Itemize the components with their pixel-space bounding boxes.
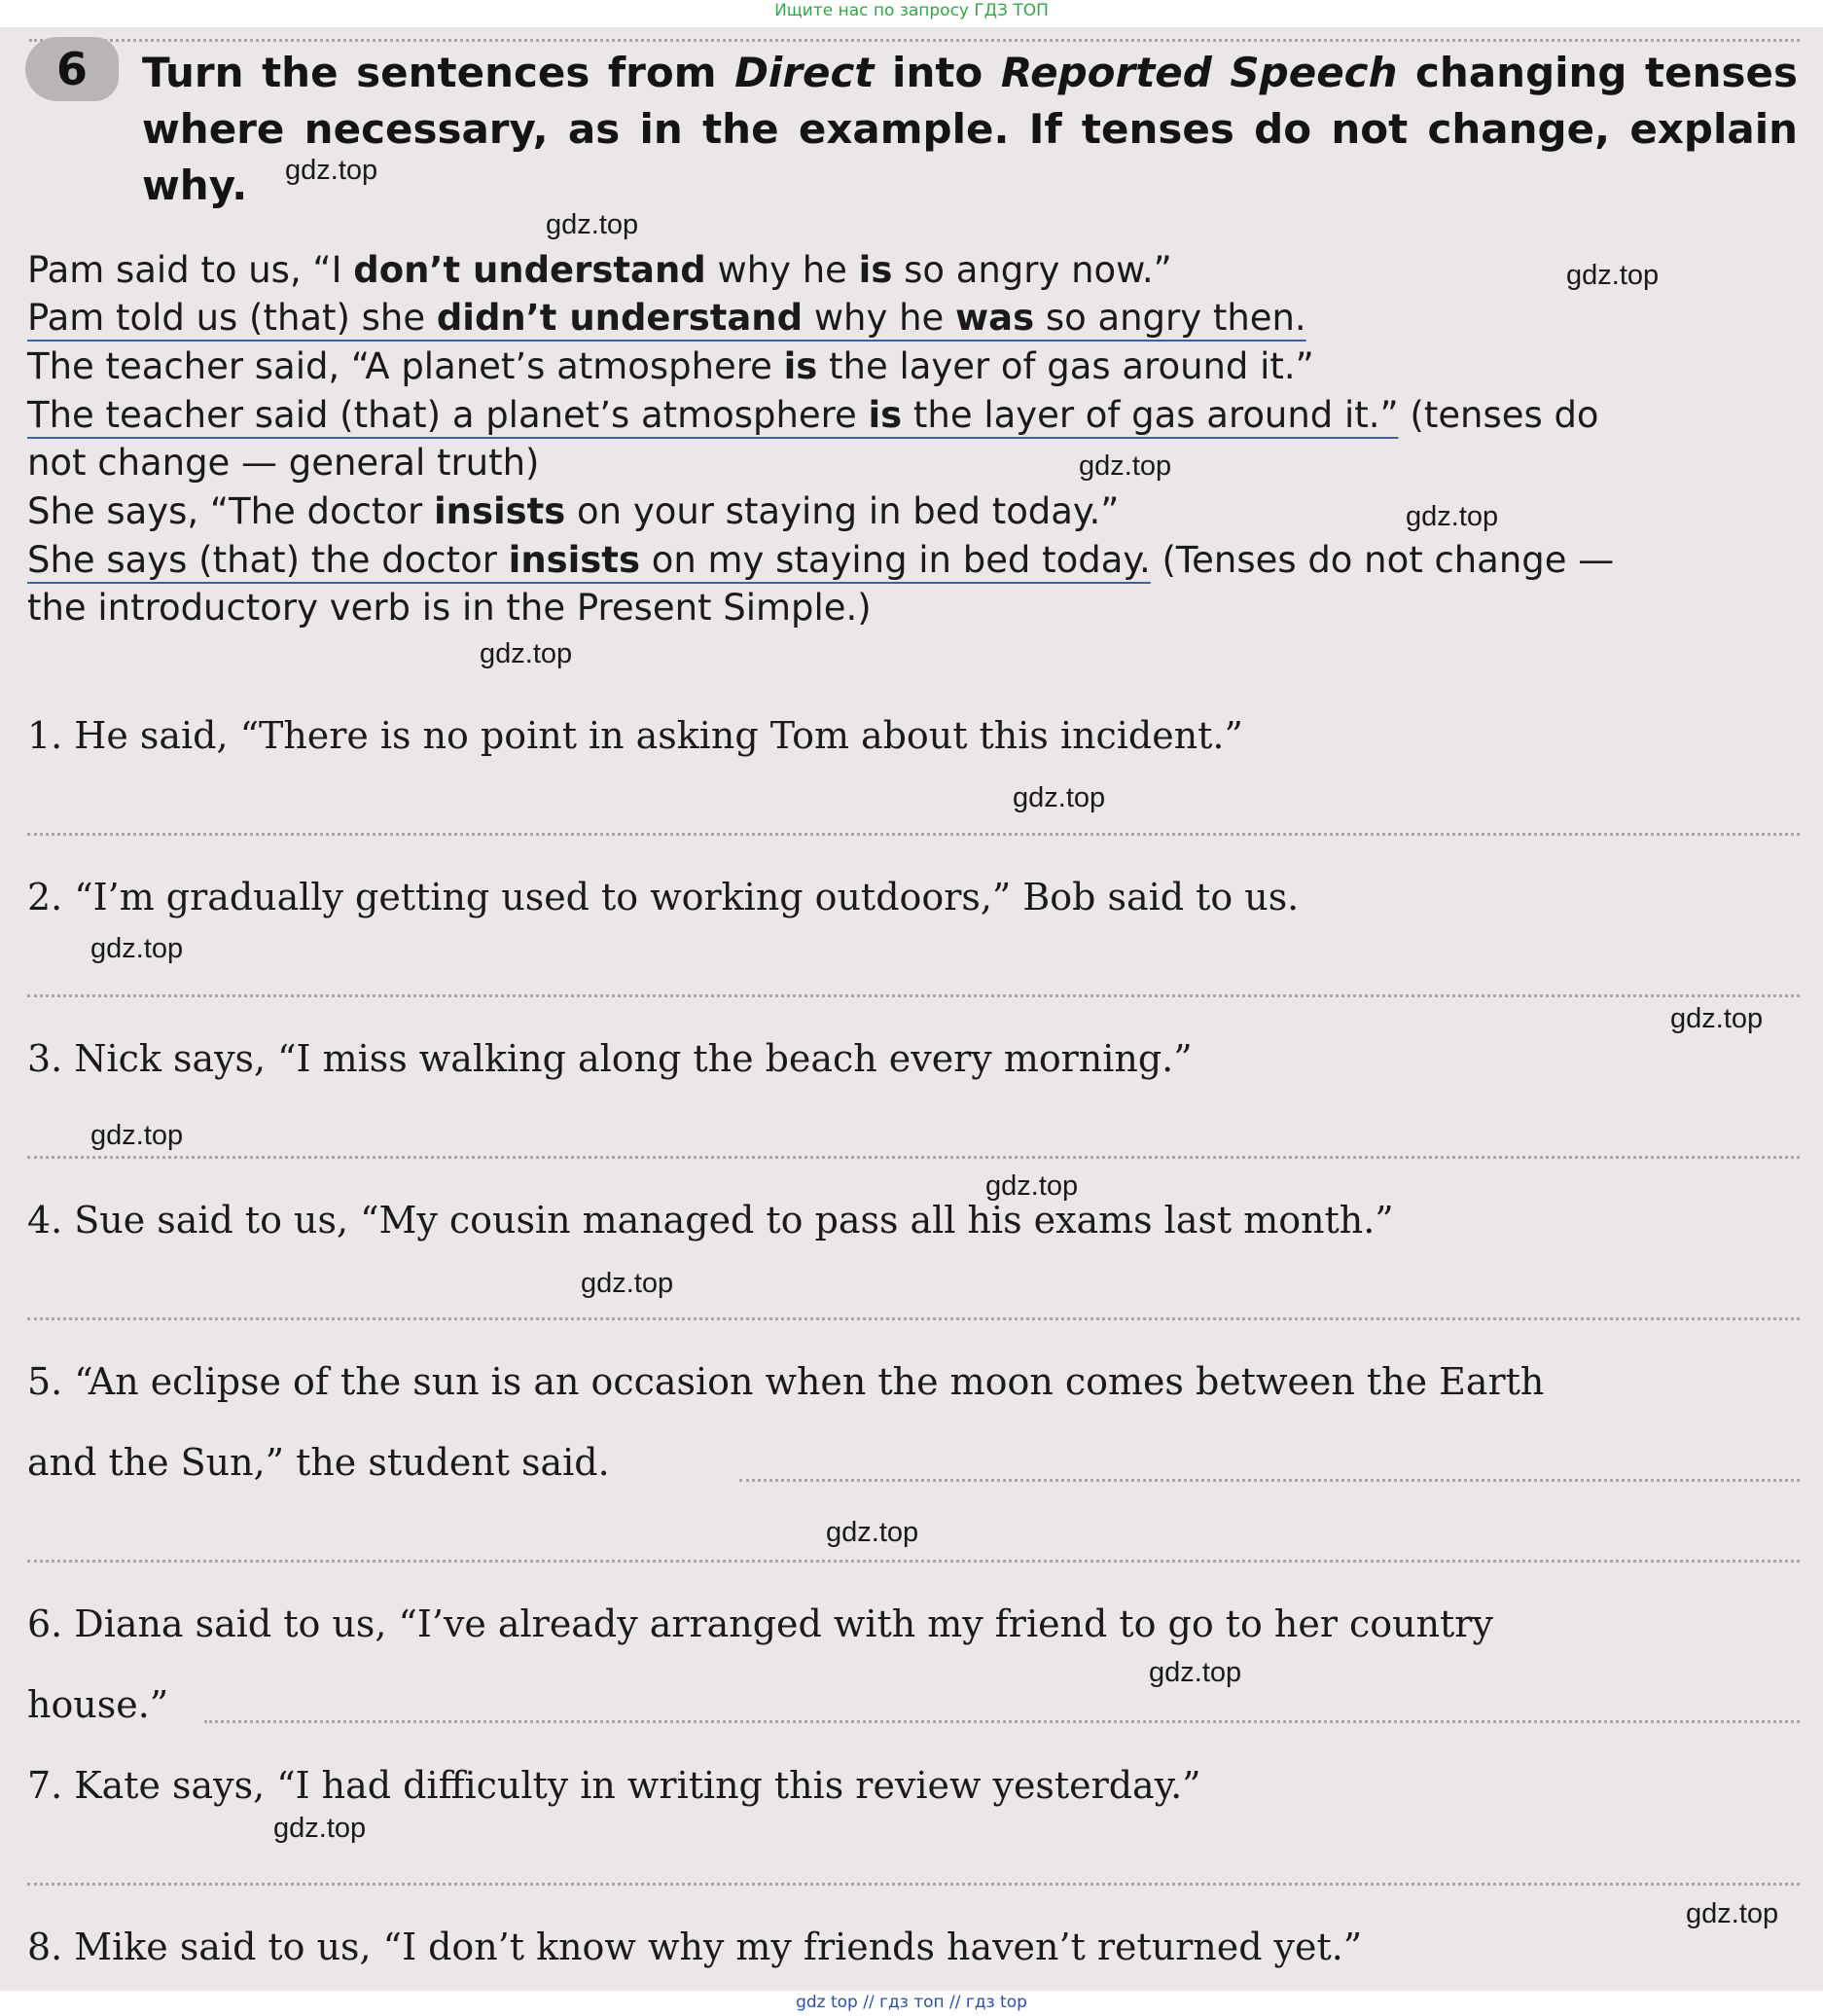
bottom-banner[interactable]: gdz top // гдз топ // гдз top	[796, 1993, 1027, 2012]
watermark: gdz.top	[1079, 450, 1172, 482]
example-direct-1: Pam said to us, “I don’t understand why he is so angry now.”	[27, 249, 1172, 291]
task-6-continued: house.”	[27, 1683, 169, 1726]
example-direct-3: She says, “The doctor insists on your staying in bed today.”	[27, 490, 1120, 532]
answer-line-3[interactable]	[27, 1156, 1800, 1159]
task-8: 8. Mike said to us, “I don’t know why my friends haven’t returned yet.”	[27, 1926, 1363, 1968]
example-reported-1: Pam told us (that) she didn’t understand why he was so angry then.	[27, 295, 1798, 342]
task-7: 7. Kate says, “I had difficulty in writing this review yesterday.”	[27, 1764, 1201, 1807]
watermark: gdz.top	[826, 1517, 919, 1548]
answer-line-5a[interactable]	[739, 1479, 1800, 1482]
answer-line-5b[interactable]	[27, 1560, 1800, 1563]
exercise-instruction	[142, 45, 1798, 214]
task-4: 4. Sue said to us, “My cousin managed to pass all his exams last month.”	[27, 1199, 1394, 1242]
watermark: gdz.top	[273, 1813, 367, 1844]
example-reported-2: The teacher said (that) a planet’s atmosphere is the layer of gas around it.” (tenses do	[27, 392, 1798, 439]
answer-line-7[interactable]	[27, 1883, 1800, 1886]
instruction-text: changing tenses where necessary, as in the example. If tenses do not change, explain why.	[142, 49, 1799, 209]
answer-line-4[interactable]	[27, 1317, 1800, 1320]
instruction-direct: Direct	[734, 49, 875, 96]
watermark: gdz.top	[1670, 1003, 1764, 1034]
answer-line-1[interactable]	[27, 833, 1800, 836]
watermark: gdz.top	[1149, 1657, 1242, 1688]
task-5-continued: and the Sun,” the student said.	[27, 1441, 610, 1484]
watermark: gdz.top	[1686, 1898, 1779, 1929]
watermark: gdz.top	[480, 638, 573, 669]
watermark: gdz.top	[546, 209, 639, 240]
task-5: 5. “An eclipse of the sun is an occasion when the moon comes between the Earth	[27, 1360, 1545, 1403]
example-note-2: not change — general truth)	[27, 442, 540, 484]
watermark: gdz.top	[1013, 782, 1106, 813]
watermark: gdz.top	[1566, 260, 1660, 291]
watermark: gdz.top	[285, 155, 378, 186]
instruction-text: Turn the sentences from	[142, 49, 735, 96]
example-note-3: the introductory verb is in the Present Simple.)	[27, 587, 872, 629]
watermark: gdz.top	[985, 1170, 1079, 1202]
answer-line-2[interactable]	[27, 994, 1800, 997]
answer-line-6[interactable]	[204, 1720, 1800, 1723]
task-3: 3. Nick says, “I miss walking along the beach every morning.”	[27, 1037, 1193, 1080]
top-divider	[29, 39, 1800, 42]
watermark: gdz.top	[581, 1268, 674, 1299]
watermark: gdz.top	[1406, 501, 1499, 532]
instruction-text: into	[874, 49, 1001, 96]
task-2: 2. “I’m gradually getting used to working outdoors,” Bob said to us.	[27, 876, 1300, 918]
example-direct-2: The teacher said, “A planet’s atmosphere is the layer of gas around it.”	[27, 345, 1314, 387]
example-reported-3: She says (that) the doctor insists on my staying in bed today. (Tenses do not change —	[27, 537, 1798, 584]
watermark: gdz.top	[90, 1120, 184, 1151]
exercise-number: 6	[56, 43, 89, 95]
top-banner[interactable]: Ищите нас по запросу ГДЗ ТОП	[774, 1, 1049, 20]
watermark: gdz.top	[90, 933, 184, 964]
task-1: 1. He said, “There is no point in asking Tom about this incident.”	[27, 714, 1243, 757]
instruction-reported: Reported Speech	[1000, 49, 1398, 96]
task-6: 6. Diana said to us, “I’ve already arranged with my friend to go to her country	[27, 1602, 1493, 1645]
